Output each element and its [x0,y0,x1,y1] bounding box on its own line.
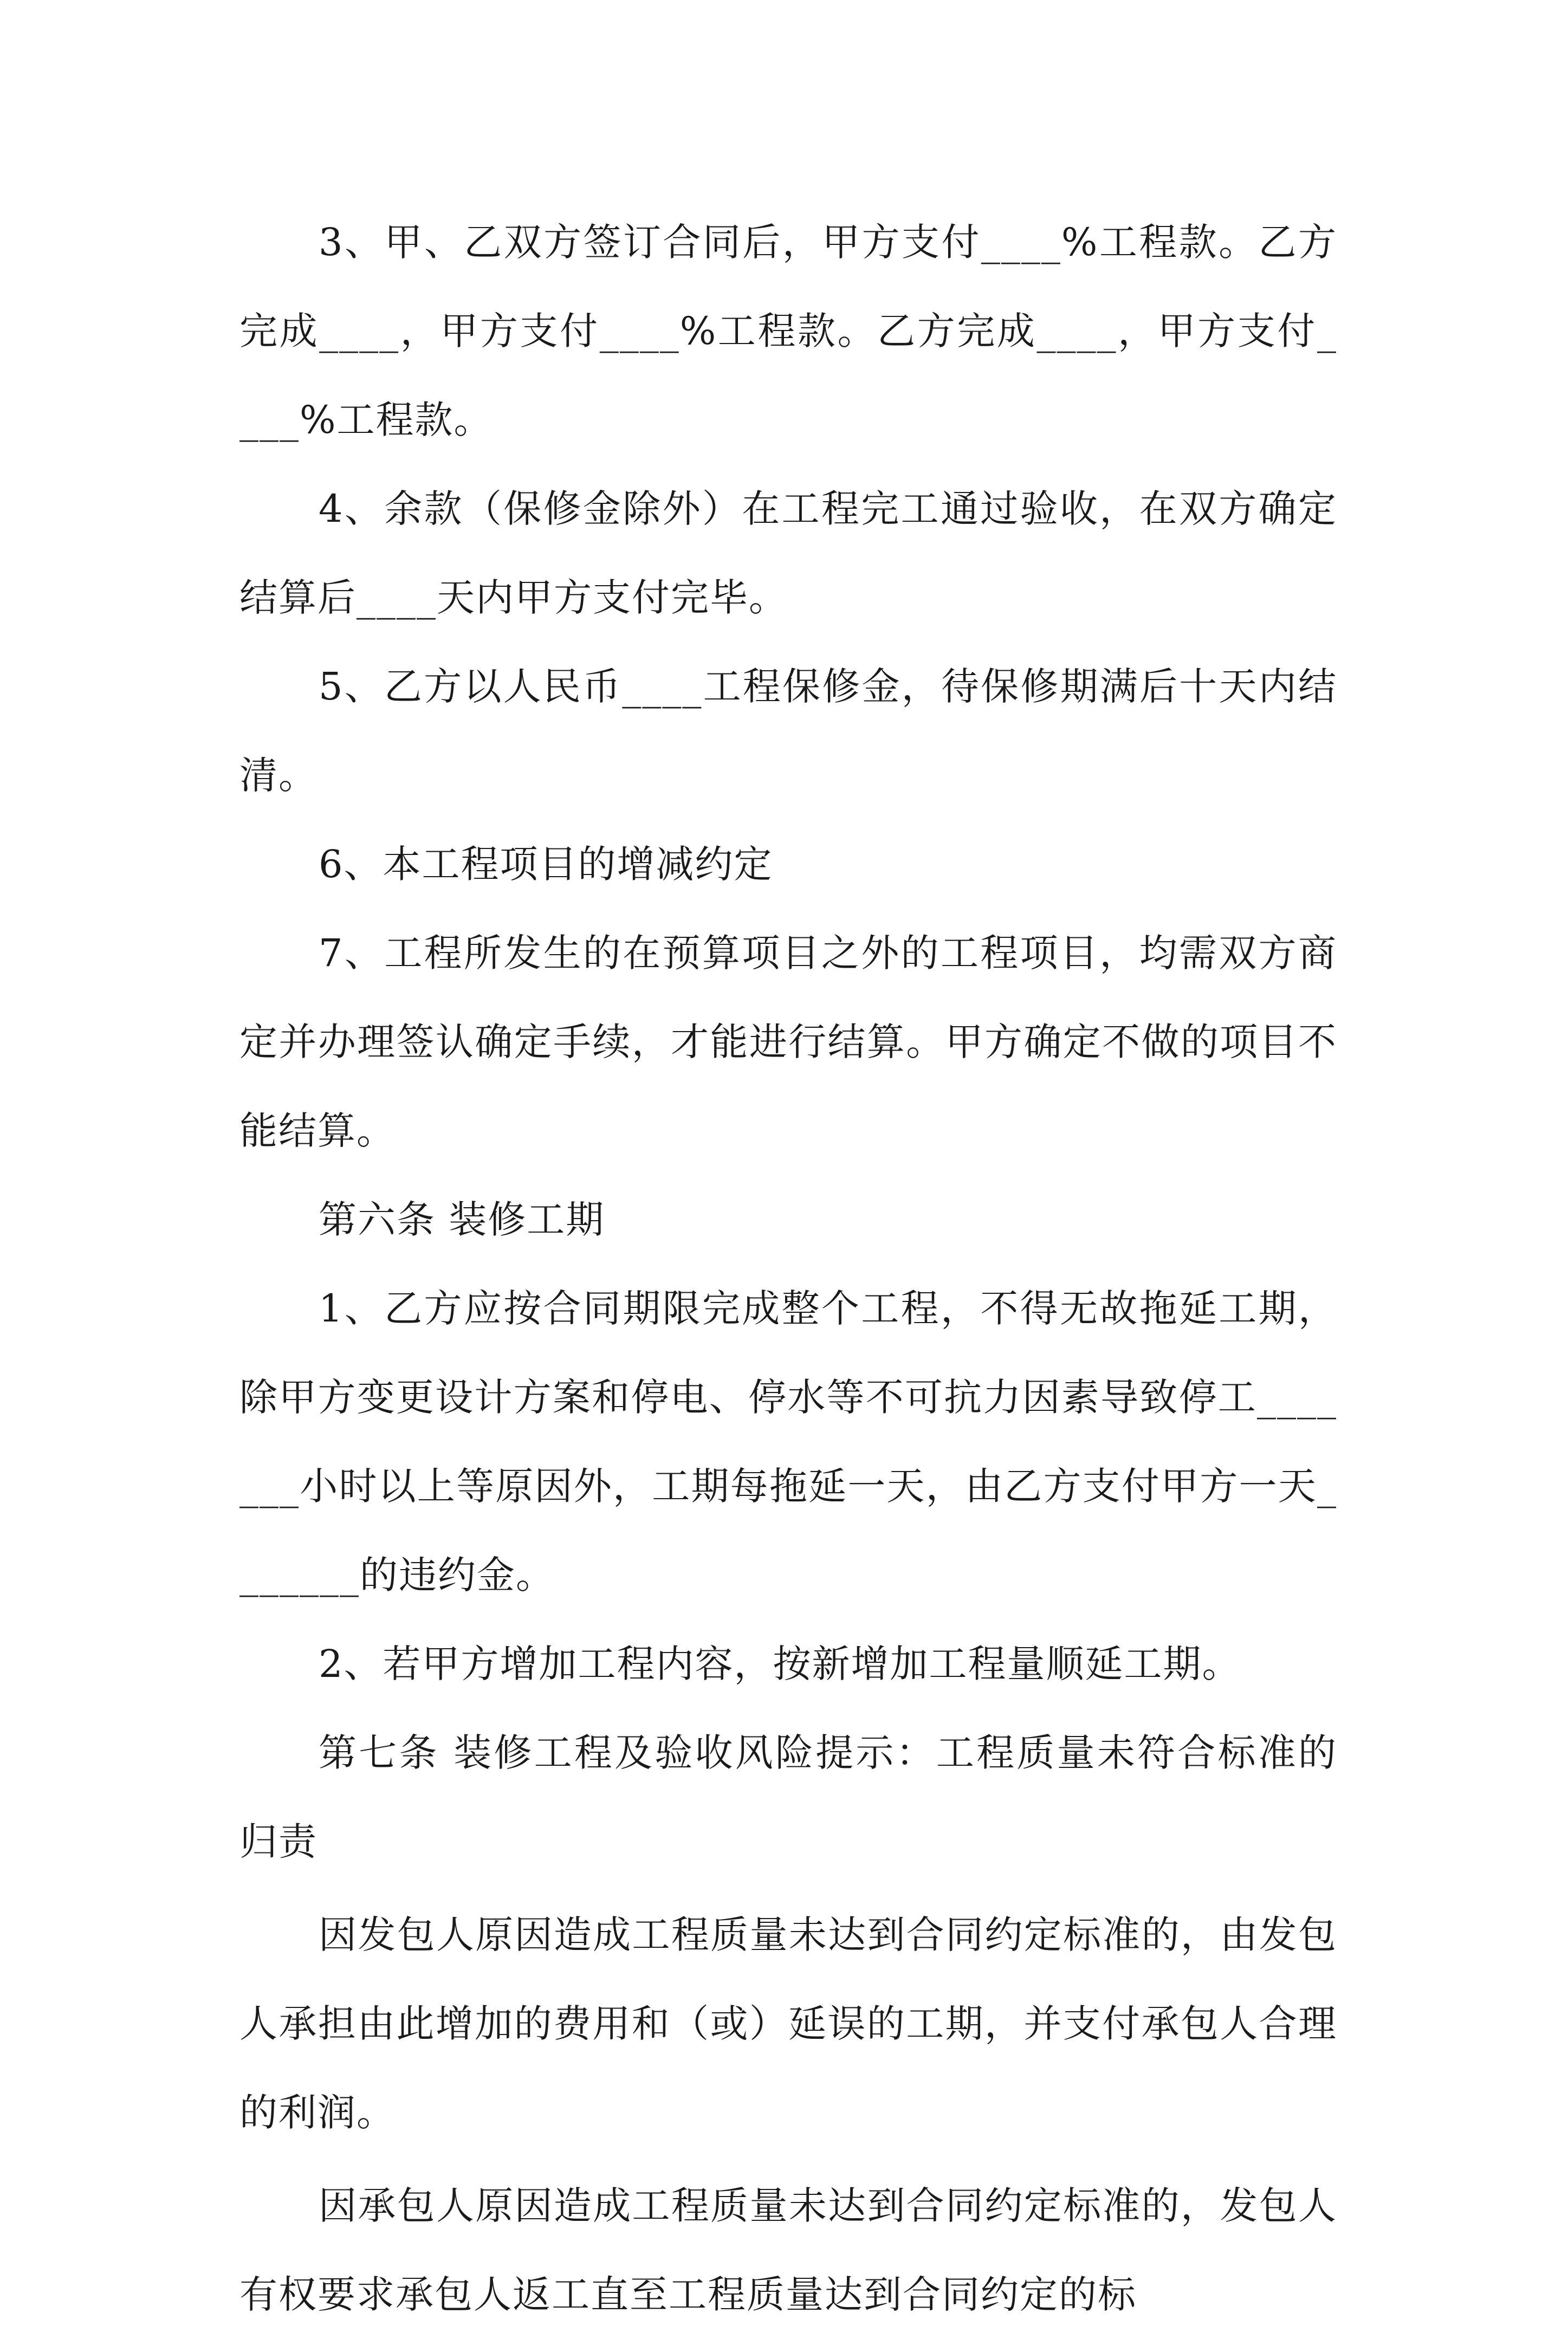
paragraph-extra-items: 7、工程所发生的在预算项目之外的工程项目，均需双方商定并办理签认确定手续，才能进行结算。甲方确定不做的项目不能结算。 [239,931,1337,1153]
article-six-heading: 第六条 装修工期 [319,1197,605,1242]
paragraph-schedule-extension: 2、若甲方增加工程内容，按新增加工程量顺延工期。 [319,1642,1241,1686]
paragraph-contractor-liability: 因承包人原因造成工程质量未达到合同约定标准的，发包人有权要求承包人返工直至工程质量达到合同约定的标 [239,2184,1337,2317]
paragraph-balance-payment: 4、余款（保修金除外）在工程完工通过验收，在双方确定结算后____天内甲方支付完毕。 [239,487,1337,620]
paragraph-schedule-delay: 1、乙方应按合同期限完成整个工程，不得无故拖延工期，除甲方变更设计方案和停电、停水等不可抗力因素导致停工_______小时以上等原因外，工期每拖延一天，由乙方支付甲方一天_______的违约金。 [239,1286,1337,1597]
article-seven-heading: 第七条 装修工程及验收风险提示：工程质量未符合标准的归责 [239,1731,1337,1864]
paragraph-warranty-deposit: 5、乙方以人民币____工程保修金，待保修期满后十天内结清。 [239,664,1337,798]
paragraph-scope-change: 6、本工程项目的增减约定 [319,842,773,886]
paragraph-employer-liability: 因发包人原因造成工程质量未达到合同约定标准的，由发包人承担由此增加的费用和（或）延误的工期，并支付承包人合理的利润。 [239,1913,1337,2135]
paragraph-payment-schedule: 3、甲、乙双方签订合同后，甲方支付____%工程款。乙方完成____，甲方支付____%工程款。乙方完成____，甲方支付____%工程款。 [239,220,1337,442]
document-page [239,198,1337,2339]
